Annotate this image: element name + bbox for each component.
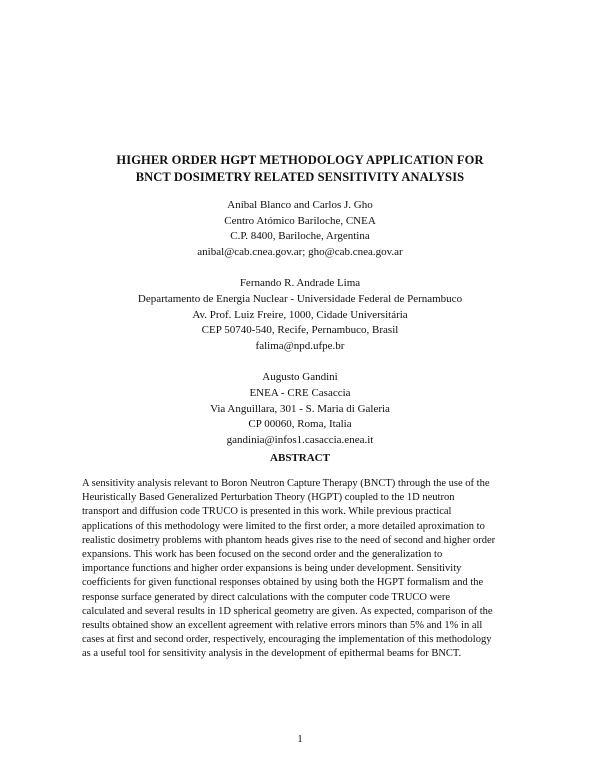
author-address: CEP 50740-540, Recife, Pernambuco, Brasil (201, 324, 399, 337)
author-address: C.P. 8400, Bariloche, Argentina (230, 230, 370, 243)
page-number: 1 (297, 733, 303, 745)
author-institution: Departamento de Energia Nuclear - Universidade Federal de Pernambuco (137, 292, 463, 305)
abstract-line: realistic dosimetry problems with phantom heads gives rise to the need of second and higher order (82, 534, 496, 546)
abstract-line: as a useful tool for sensitivity analysis in the development of epithermal beams for BNCT. (82, 648, 462, 660)
author-block-3 (0, 370, 600, 448)
author-block-1 (0, 198, 600, 260)
author-address: CP 00060, Roma, Italia (248, 418, 352, 431)
author-institution: Centro Atómico Bariloche, CNEA (224, 214, 376, 227)
author-email: anibal@cab.cnea.gov.ar; gho@cab.cnea.gov.ar (197, 245, 403, 258)
abstract-heading: ABSTRACT (270, 452, 330, 464)
author-address: Via Anguillara, 301 - S. Maria di Galeria (210, 402, 390, 415)
author-address: Av. Prof. Luiz Freire, 1000, Cidade Universitária (192, 308, 408, 321)
abstract-line: expansions. This work has been focused on the second order and the generalization to (82, 549, 443, 561)
abstract-line: response surface generated by direct calculations with the computer code TRUCO were (82, 591, 451, 603)
abstract-line: applications of this methodology were limited to the first order, a more detailed aproximation to (82, 520, 485, 532)
author-block-2 (0, 276, 600, 354)
author-names: Augusto Gandini (262, 371, 338, 384)
author-email: gandinia@infos1.casaccia.enea.it (226, 433, 374, 446)
abstract-line: calculated and several results in 1D spherical geometry are given. As expected, comparison of the (82, 605, 493, 617)
title-line-2: BNCT DOSIMETRY RELATED SENSITIVITY ANALYSIS (135, 170, 465, 184)
author-institution: ENEA - CRE Casaccia (249, 386, 351, 399)
abstract-line: Heuristically Based Generalized Perturbation Theory (HGPT) coupled to the 1D neutron (82, 492, 455, 504)
abstract-body (82, 477, 542, 662)
author-names: Fernando R. Andrade Lima (239, 277, 361, 290)
abstract-line: results obtained show an excellent agreement with relative errors minors than 5% and 1% in all (82, 620, 483, 632)
abstract-line: cases at first and second order, respectively, encouraging the implementation of this methodology (82, 634, 492, 646)
author-affiliations (0, 198, 600, 448)
abstract-line: transport and diffusion code TRUCO is presented in this work. While previous practical (82, 506, 452, 518)
abstract-line: coefficients for given functional responses obtained by using both the HGPT formalism and the (82, 577, 484, 589)
paper-title (0, 152, 600, 186)
author-names: Aníbal Blanco and Carlos J. Gho (227, 199, 373, 211)
author-email: falima@npd.ufpe.br (255, 339, 345, 352)
title-line-1: HIGHER ORDER HGPT METHODOLOGY APPLICATION FOR (116, 153, 484, 167)
abstract-line: importance functions and higher order expansions is being under development. Sensitivity (82, 563, 462, 575)
abstract-line: A sensitivity analysis relevant to Boron Neutron Capture Therapy (BNCT) through the use of the (82, 478, 490, 489)
